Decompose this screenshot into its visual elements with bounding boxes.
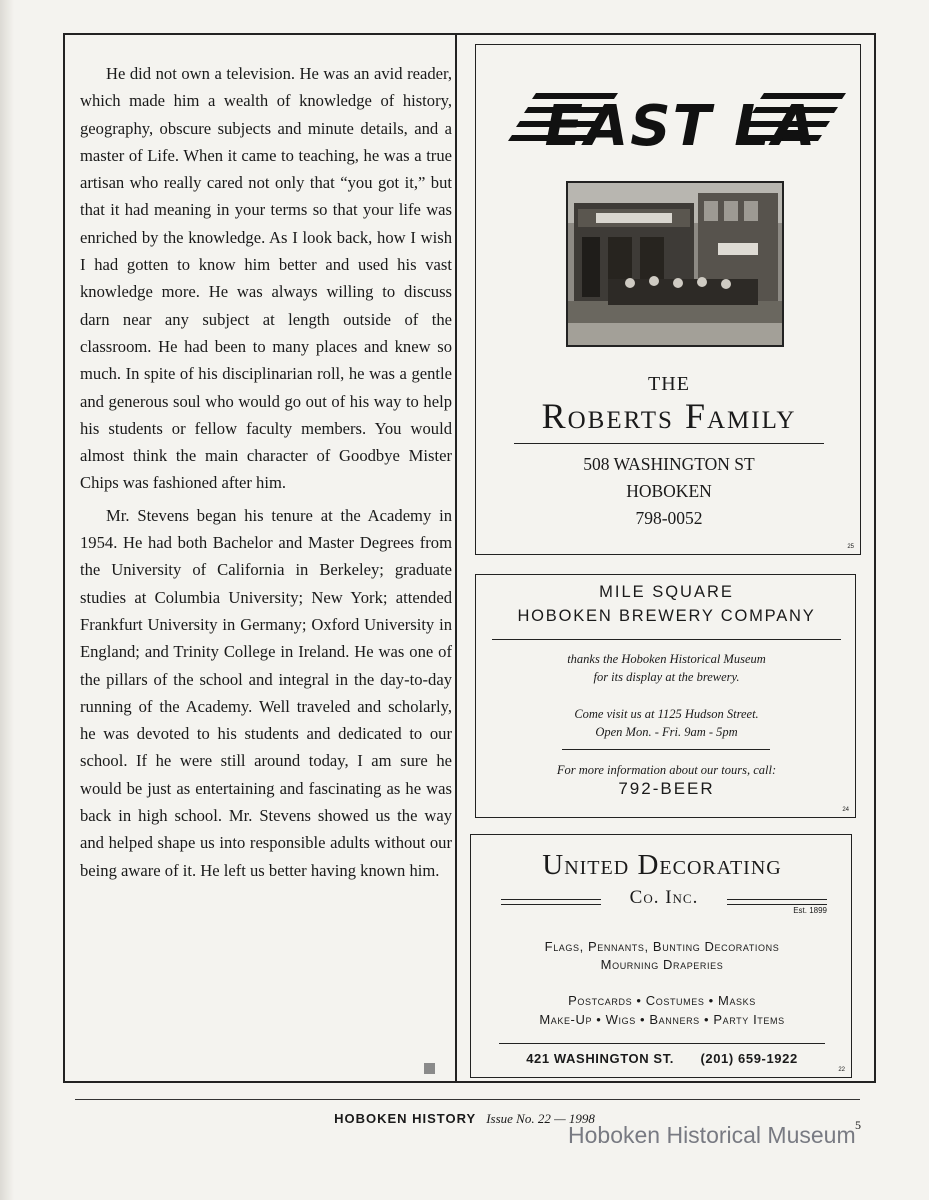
brewery-ad (475, 574, 856, 818)
united-decorating-name: United Decorating (542, 849, 782, 881)
page-number: 5 (855, 1118, 861, 1132)
united-co: Co. Inc. (629, 887, 699, 908)
brewery-visit-line1: Come visit us at 1125 Hudson Street. (574, 707, 759, 721)
east-la-address: 508 WASHINGTON ST (583, 454, 755, 474)
end-of-article-mark (424, 1063, 435, 1074)
brewery-info: For more information about our tours, call: (556, 763, 777, 777)
brewery-thanks-line1: thanks the Hoboken Historical Museum (567, 652, 766, 666)
united-line-3: Postcards • Costumes • Masks (568, 993, 756, 1008)
column-divider (455, 33, 457, 1083)
east-la-family-name: Roberts Family (541, 396, 797, 436)
brewery-thanks-line2: for its display at the brewery. (593, 670, 740, 684)
decorative-rule (727, 899, 827, 905)
east-la-logo (506, 75, 846, 187)
united-divider (499, 1043, 825, 1044)
united-line-1: Flags, Pennants, Bunting Decorations (544, 939, 780, 954)
article-paragraph-2: Mr. Stevens began his tenure at the Academy in 1954. He had both Bachelor and Master Degrees from the University of California in Berkeley; graduate studies at Columbia University; New York; attended Frankfurt University in Germany; Oxford University in England; and Trinity College in Ireland. He was one of the pillars of the school and integral in the day-to-day running of the Academy. Well traveled and scholarly, he was devoted to his students and dedicated to our school. If he were still around today, I am sure he would be just as entertaining and fascinating as he was back in high school. Mr. Stevens showed us the way and helped shape us into responsible adults without our being aware of it. He left us better having known him. (80, 505, 452, 880)
united-contact (471, 1051, 853, 1066)
united-line-2: Mourning Draperies (600, 957, 724, 972)
east-la-ad (475, 44, 861, 555)
united-co-row (501, 887, 827, 911)
brewery-name-line1: MILE SQUARE (599, 583, 734, 601)
united-decorating-ad (470, 834, 852, 1078)
brewery-divider (492, 639, 841, 640)
page-edge (0, 0, 14, 1200)
ad-number: 22 (838, 1067, 845, 1073)
east-la-divider (514, 443, 824, 444)
watermark: Hoboken Historical Museum (568, 1122, 856, 1148)
east-la-contact (476, 451, 862, 532)
east-la-the: THE (648, 373, 690, 395)
brewery-phone: 792-BEER (618, 779, 715, 798)
article-paragraph-1: He did not own a television. He was an avid reader, which made him a wealth of knowledge of history, geography, obscure subjects and minute details, and a master of Life. When it came to teaching, he was a true artisan who really cared not only that “you got it,” but that it had meaning in your terms so that your life was enriched by the knowledge. As I look back, how I wish I had gotten to know him better and used his vast knowledge more. He was always willing to discuss darn near any subject at length outside of the classroom. He had been to many places and knew so much. In spite of his disciplinarian roll, he was a gentle and generous soul who would go out of his way to help his students or fellow faculty members. You would almost think the main character of Goodbye Mister Chips was fashioned after him. (80, 64, 452, 493)
brewery-hours: Open Mon. - Fri. 9am - 5pm (595, 725, 738, 739)
united-phone: (201) 659-1922 (700, 1051, 798, 1066)
ad-number: 24 (842, 807, 849, 813)
east-la-logo-text: EAST LA (544, 94, 818, 159)
east-la-phone: 798-0052 (635, 508, 703, 528)
restaurant-photo (566, 181, 784, 347)
united-established: Est. 1899 (793, 906, 827, 915)
article-text (80, 60, 452, 884)
united-line-4: Make-Up • Wigs • Banners • Party Items (539, 1012, 785, 1027)
brewery-name-line2: HOBOKEN BREWERY COMPANY (517, 607, 816, 625)
brewery-divider-2 (562, 749, 770, 750)
ad-number: 25 (847, 544, 854, 550)
east-la-city: HOBOKEN (626, 481, 712, 501)
footer-rule (75, 1099, 860, 1100)
footer-issue: Issue No. 22 — 1998 (486, 1111, 595, 1126)
footer-title: HOBOKEN HISTORY (334, 1111, 477, 1126)
united-address: 421 WASHINGTON ST. (526, 1051, 675, 1066)
